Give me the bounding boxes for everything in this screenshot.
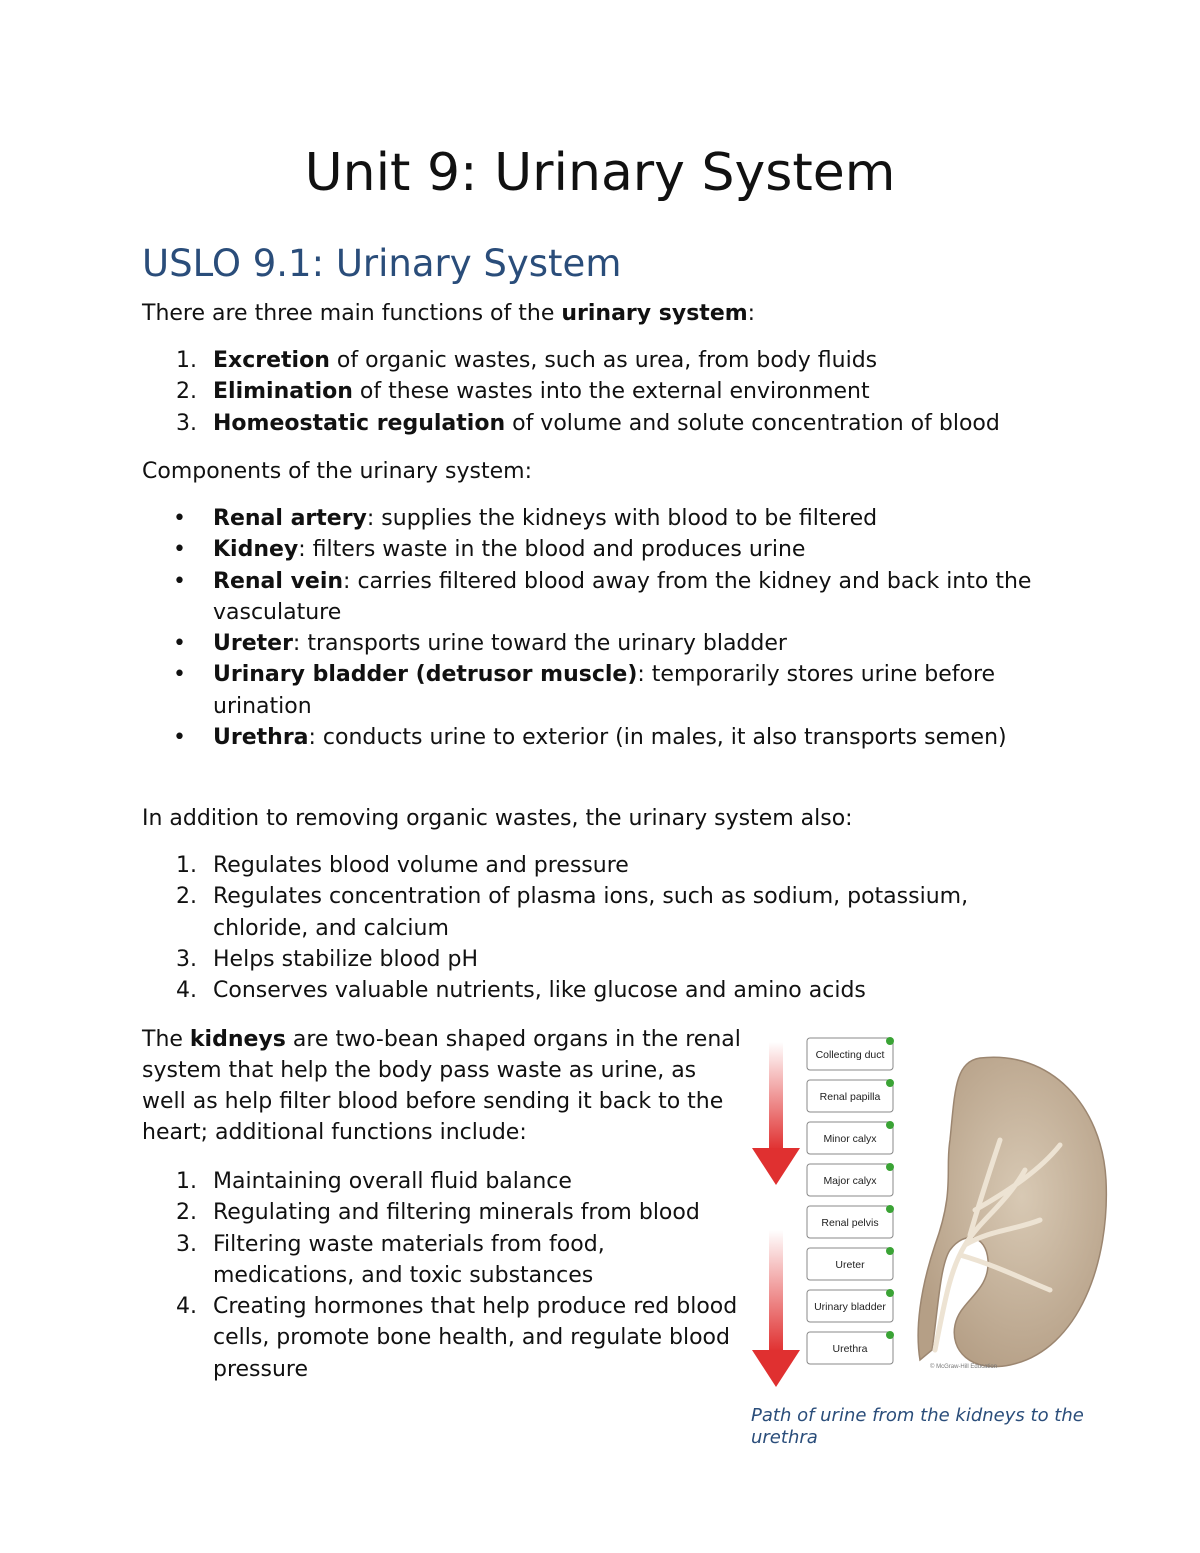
check-icon: [886, 1163, 894, 1171]
path-label-text: Minor calyx: [823, 1133, 877, 1145]
flow-arrow-top: [752, 1042, 800, 1185]
path-label-box: [807, 1079, 894, 1112]
path-label-box: [807, 1205, 894, 1238]
components-list: [142, 503, 1082, 753]
path-label-text: Urinary bladder: [814, 1301, 886, 1313]
list-item: 4. Creating hormones that help produce red blood cells, promote bone health, and regulate blood pressure: [176, 1294, 738, 1382]
list-item: 2. Regulates concentration of plasma ions, such as sodium, potassium, chloride, and calcium: [176, 884, 969, 941]
list-item: 3. Homeostatic regulation of volume and solute concentration of blood: [176, 410, 1000, 436]
functions-list: [142, 345, 1102, 439]
path-label-box: [807, 1163, 894, 1196]
kidneys-paragraph: The kidneys are two-bean shaped organs in the renal system that help the body pass waste as urine, as well as help filter blood before sending it back to the heart; additional functions include:: [142, 1027, 741, 1145]
intro-paragraph: There are three main functions of the urinary system:: [142, 301, 756, 326]
figure-credit: © McGraw-Hill Education: [930, 1364, 998, 1370]
list-item: 1. Regulates blood volume and pressure: [176, 853, 629, 878]
list-item: 3. Helps stabilize blood pH: [176, 946, 479, 972]
path-label-box: [807, 1037, 894, 1070]
path-label-text: Renal pelvis: [821, 1217, 879, 1229]
list-item: • Renal vein: carries filtered blood away from the kidney and back into the vasculature: [173, 568, 1032, 625]
list-item: 1. Excretion of organic wastes, such as urea, from body fluids: [176, 348, 878, 373]
figure-caption: Path of urine from the kidneys to the urethra: [751, 1405, 1084, 1448]
check-icon: [886, 1037, 894, 1045]
check-icon: [886, 1205, 894, 1213]
list-item: • Kidney: filters waste in the blood and produces urine: [173, 537, 806, 563]
path-label-text: Collecting duct: [815, 1049, 885, 1061]
check-icon: [886, 1121, 894, 1129]
list-item: 3. Filtering waste materials from food, medications, and toxic substances: [176, 1231, 605, 1288]
check-icon: [886, 1289, 894, 1297]
list-item: • Urethra: conducts urine to exterior (in males, it also transports semen): [173, 725, 1007, 751]
path-label-text: Renal papilla: [819, 1091, 881, 1103]
path-label-boxes: [807, 1037, 894, 1364]
page-title: Unit 9: Urinary System: [304, 143, 896, 203]
urine-path-figure: [750, 1030, 1110, 1390]
list-item: 1. Maintaining overall fluid balance: [176, 1169, 572, 1194]
flow-arrow-bottom: [752, 1230, 800, 1387]
kidney-functions-list: [142, 1166, 742, 1385]
check-icon: [886, 1079, 894, 1087]
path-label-text: Urethra: [832, 1343, 868, 1355]
additional-functions-list: [142, 850, 1052, 1006]
path-label-text: Major calyx: [823, 1175, 877, 1187]
path-label-box: [807, 1247, 894, 1280]
check-icon: [886, 1331, 894, 1339]
path-label-text: Ureter: [835, 1259, 865, 1271]
list-item: • Ureter: transports urine toward the urinary bladder: [173, 631, 787, 657]
list-item: 4. Conserves valuable nutrients, like glucose and amino acids: [176, 978, 866, 1004]
list-item: • Renal artery: supplies the kidneys with blood to be filtered: [173, 506, 878, 531]
path-label-box: [807, 1121, 894, 1154]
path-label-box: [807, 1331, 894, 1364]
list-item: • Urinary bladder (detrusor muscle): temporarily stores urine before urination: [173, 662, 996, 719]
list-item: 2. Elimination of these wastes into the external environment: [176, 379, 870, 405]
list-item: 2. Regulating and filtering minerals from blood: [176, 1200, 700, 1226]
section-heading: USLO 9.1: Urinary System: [142, 242, 622, 285]
components-intro: Components of the urinary system:: [142, 459, 533, 484]
kidney-image: [918, 1057, 1106, 1366]
addition-intro: In addition to removing organic wastes, the urinary system also:: [142, 806, 853, 831]
path-label-box: [807, 1289, 894, 1322]
check-icon: [886, 1247, 894, 1255]
